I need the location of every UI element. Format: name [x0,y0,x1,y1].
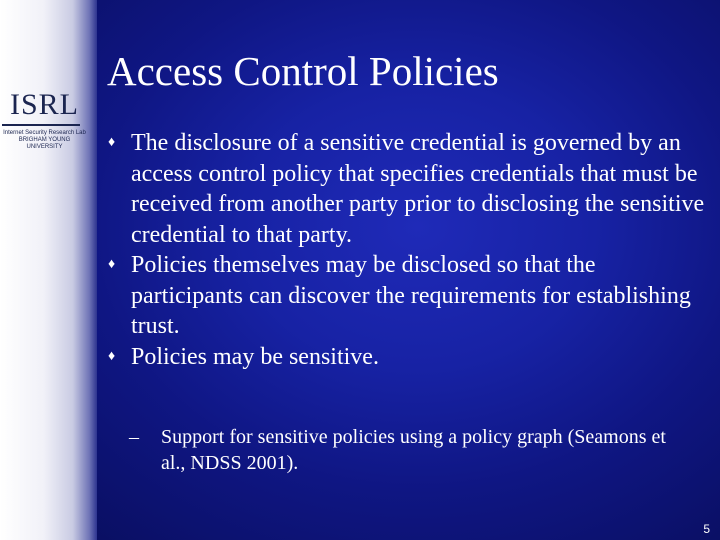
diamond-bullet-icon: ♦ [108,257,116,272]
diamond-bullet-icon: ♦ [108,135,116,150]
diamond-bullet-icon: ♦ [108,348,116,364]
bullet-item [108,250,708,342]
bullet-list [108,128,708,372]
logo-mark: ISRL [9,88,79,121]
sub-bullet-text: Support for sensitive policies using a policy graph (Seamons et al., NDSS 2001). [161,426,666,474]
logo-university-line1: BRIGHAM YOUNG [18,137,71,143]
bullet-text: Policies themselves may be disclosed so that the participants can discover the requirements for establishing trust. [131,252,691,339]
logo-university-line2: UNIVERSITY [26,144,63,150]
page-number: 5 [703,522,710,536]
slide-title: Access Control Policies [107,48,499,94]
bullet-item [108,128,708,250]
bullet-item [108,342,708,373]
sidebar [0,0,97,540]
logo-lab-name: Internet Security Research Lab [3,130,86,136]
sub-bullet-list [129,424,689,476]
sub-bullet-item [129,424,689,476]
dash-bullet-icon: – [129,426,139,448]
logo-divider [2,124,80,126]
bullet-text: Policies may be sensitive. [131,343,379,370]
bullet-text: The disclosure of a sensitive credential is governed by an access control policy that specifies credentials that must be received from another party prior to disclosing the sensitive credential to that party. [131,130,705,248]
isrl-logo [0,88,97,151]
